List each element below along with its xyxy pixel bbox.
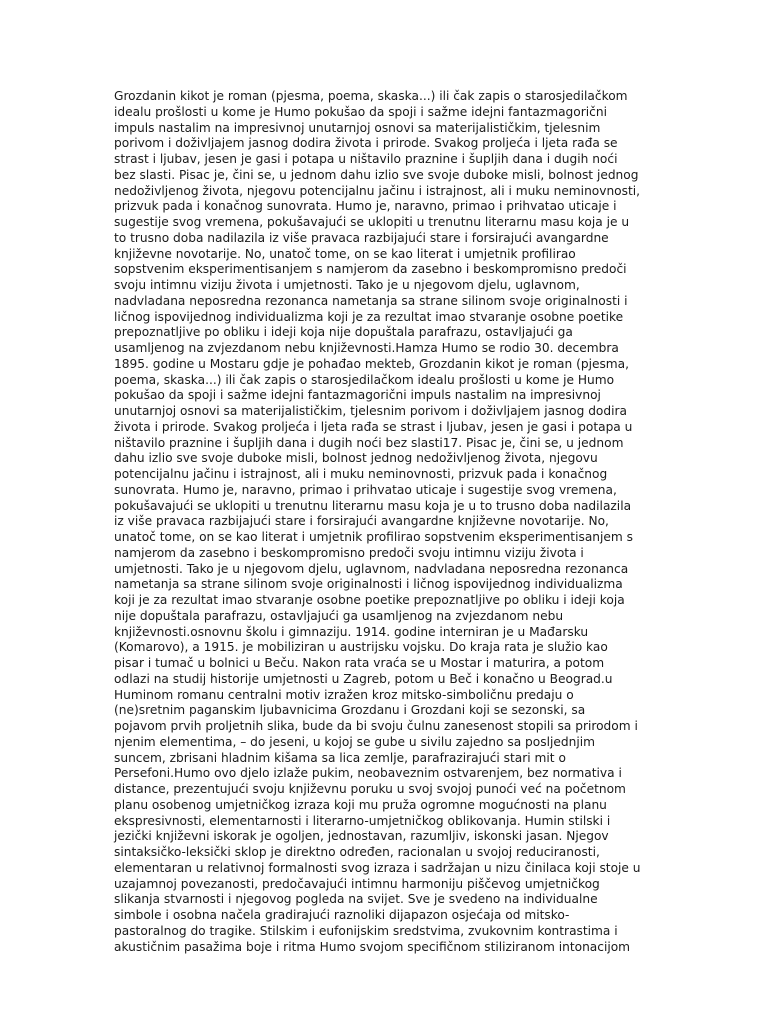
text-line: jezički književni iskorak je ogoljen, jednostavan, razumljiv, iskonski jasan. Njegov — [114, 829, 609, 844]
text-line: strast i ljubav, jesen je gasi i potapa u ništavilo praznine i šupljih dana i dugih noći — [114, 152, 618, 166]
text-line: Grozdanin kikot je roman (pjesma, poema, skaska...) ili čak zapis o starosjedilačkom — [114, 89, 628, 103]
text-line: književnosti.osnovnu školu i gimnaziju. 1914. godine interniran je u Mađarsku — [114, 624, 589, 639]
text-line: poema, skaska...) ili čak zapis o starosjedilačkom idealu prošlosti u kome je Humo — [114, 372, 615, 387]
text-line: simbole i osobna načela gradirajući raznoliki dijapazon osjećaja od mitsko- — [114, 908, 570, 922]
text-line: umjetnosti. Tako je u njegovom djelu, uglavnom, nadvladana neposredna rezonanca — [114, 561, 629, 576]
text-line: namjerom da zasebno i beskompromisno predoči svoju intimnu viziju života i — [114, 545, 584, 560]
text-line: pokušavajući se uklopiti u trenutnu literarnu masu koja je u to trusno doba nadilazila — [114, 498, 632, 513]
text-line: sopstvenim eksperimentisanjem s namjerom da zasebno i beskompromisno predoči — [114, 262, 627, 277]
text-line: uzajamnoj povezanosti, predočavajući intimnu harmoniju piščevog umjetničkog — [114, 876, 600, 891]
text-line: književne novotarije. No, unatoč tome, on se kao literat i umjetnik profilirao — [114, 246, 576, 261]
text-line: potencijalnu jačinu i istrajnost, ali i muku neminovnosti, prizvuk pada i konačnog — [114, 467, 608, 481]
text-line: ličnog ispovijednog individualizma koji je za rezultat imao stvaranje osobne poetike — [114, 309, 624, 324]
body-text — [114, 89, 659, 955]
text-line: akustičnim pasažima boje i ritma Humo svojom specifičnom stiliziranom intonacijom — [114, 939, 631, 954]
text-line: slikanja stvarnosti i njegovog pogleda na svijet. Sve je svedeno na individualne — [114, 892, 598, 907]
text-line: njenim elementima, – do jeseni, u kojoj se gube u sivilu zajedno sa posljednjim — [114, 734, 595, 749]
text-line: impuls nastalim na impresivnoj unutarnjoj osnovi sa materijalističkim, tjelesnim — [114, 120, 601, 135]
text-line: suncem, zbrisani hladnim kišama sa lica zemlje, parafrazirajući stari mit o — [114, 750, 566, 765]
text-line: nije dopuštala parafrazu, ostavljajući ga usamljenog na zvjezdanom nebu — [114, 608, 564, 623]
text-line: sugestije svog vremena, pokušavajući se uklopiti u trenutnu literarnu masu koja je u — [114, 215, 630, 229]
text-line: prizvuk pada i konačnog sunovrata. Humo je, naravno, primao i prihvatao uticaje i — [114, 199, 617, 214]
text-line: bez slasti. Pisac je, čini se, u jednom dahu izlio sve svoje duboke misli, bolnost jednog — [114, 167, 639, 182]
text-line: života i prirode. Svakog proljeća i ljeta rađa se strast i ljubav, jesen je gasi i potapa u — [114, 419, 633, 434]
text-line: ekspresivnosti, elementarnosti i literarno-umjetničkog oblikovanja. Humin stilski i — [114, 813, 611, 828]
text-line: nedoživljenog života, njegovu potencijalnu jačinu i istrajnost, ali i muku neminovnosti, — [114, 183, 641, 198]
text-line: planu osobenog umjetničkog izraza koji mu pruža ogromne mogućnosti na planu — [114, 797, 607, 812]
text-line: (ne)sretnim paganskim ljubavnicima Grozdanu i Grozdani koji se sezonski, sa — [114, 703, 586, 718]
text-line: 1895. godine u Mostaru gdje je pohađao mekteb, Grozdanin kikot je roman (pjesma, — [114, 356, 630, 371]
text-line: koji je za rezultat imao stvaranje osobne poetike prepoznatljive po obliku i ideji koja — [114, 593, 625, 607]
text-line: usamljenog na zvjezdanom nebu književnosti.Hamza Humo se rodio 30. decembra — [114, 341, 619, 355]
text-line: ništavilo praznine i šupljih dana i dugih noći bez slasti17. Pisac je, čini se, u jednom — [114, 435, 624, 450]
text-line: distance, prezentujući svoju književnu poruku u svoj svojoj punoći već na početnom — [114, 782, 626, 796]
text-line: unutarnjoj osnovi sa materijalističkim, tjelesnim porivom i doživljajem jasnog dodira — [114, 404, 627, 418]
text-line: to trusno doba nadilazila iz više pravaca razbijajući stare i forsirajući avangardne — [114, 230, 609, 245]
text-line: prepoznatljive po obliku i ideji koja nije dopuštala parafrazu, ostavljajući ga — [114, 325, 573, 340]
text-line: pokušao da spoji i sažme idejni fantazmagorični impuls nastalim na impresivnoj — [114, 388, 601, 403]
text-line: sunovrata. Humo je, naravno, primao i prihvatao uticaje i sugestije svog vremena, — [114, 482, 617, 497]
text-line: pastoralnog do tragike. Stilskim i eufonijskim sredstvima, zvukovnim kontrastima i — [114, 923, 618, 938]
text-line: unatoč tome, on se kao literat i umjetnik profilirao sopstvenim eksperimentisanjem s — [114, 530, 633, 544]
text-line: dahu izlio sve svoje duboke misli, bolnost jednog nedoživljenog života, njegovu — [114, 451, 598, 466]
text-line: odlazi na studij historije umjetnosti u Zagreb, potom u Beč i konačno u Beograd.u — [114, 671, 613, 686]
text-line: (Komarovo), a 1915. je mobiliziran u austrijsku vojsku. Do kraja rata je služio kao — [114, 640, 608, 655]
text-line: elementaran u relativnoj formalnosti svog izraza i sadržajan u nizu činilaca koji stoje u — [114, 860, 641, 875]
text-line: pojavom prvih proljetnih slika, bude da bi svoju čulnu zanesenost stopili sa prirodom i — [114, 719, 638, 733]
text-line: svoju intimnu viziju života i umjetnosti. Tako je u njegovom djelu, uglavnom, — [114, 278, 580, 292]
text-line: Huminom romanu centralni motiv izražen kroz mitsko-simboličnu predaju o — [114, 687, 574, 702]
text-line: porivom i doživljajem jasnog dodira života i prirode. Svakog proljeća i ljeta rađa se — [114, 136, 618, 151]
text-line: iz više pravaca razbijajući stare i forsirajući avangardne književne novotarije. No, — [114, 514, 609, 529]
text-line: sintaksičko-leksički sklop je direktno određen, racionalan u svojoj reduciranosti, — [114, 845, 600, 859]
text-line: idealu prošlosti u kome je Humo pokušao da spoji i sažme idejni fantazmagorični — [114, 104, 607, 119]
text-line: nametanja sa strane silinom svoje originalnosti i ličnog ispovijednog individualizma — [114, 577, 623, 592]
text-line: pisar i tumač u bolnici u Beču. Nakon rata vraća se u Mostar i maturira, a potom — [114, 656, 605, 670]
text-line: nadvladana neposredna rezonanca nametanja sa strane silinom svoje originalnosti i — [114, 293, 628, 308]
text-line: Persefoni.Humo ovo djelo izlaže pukim, neobaveznim ostvarenjem, bez normativa i — [114, 766, 622, 781]
